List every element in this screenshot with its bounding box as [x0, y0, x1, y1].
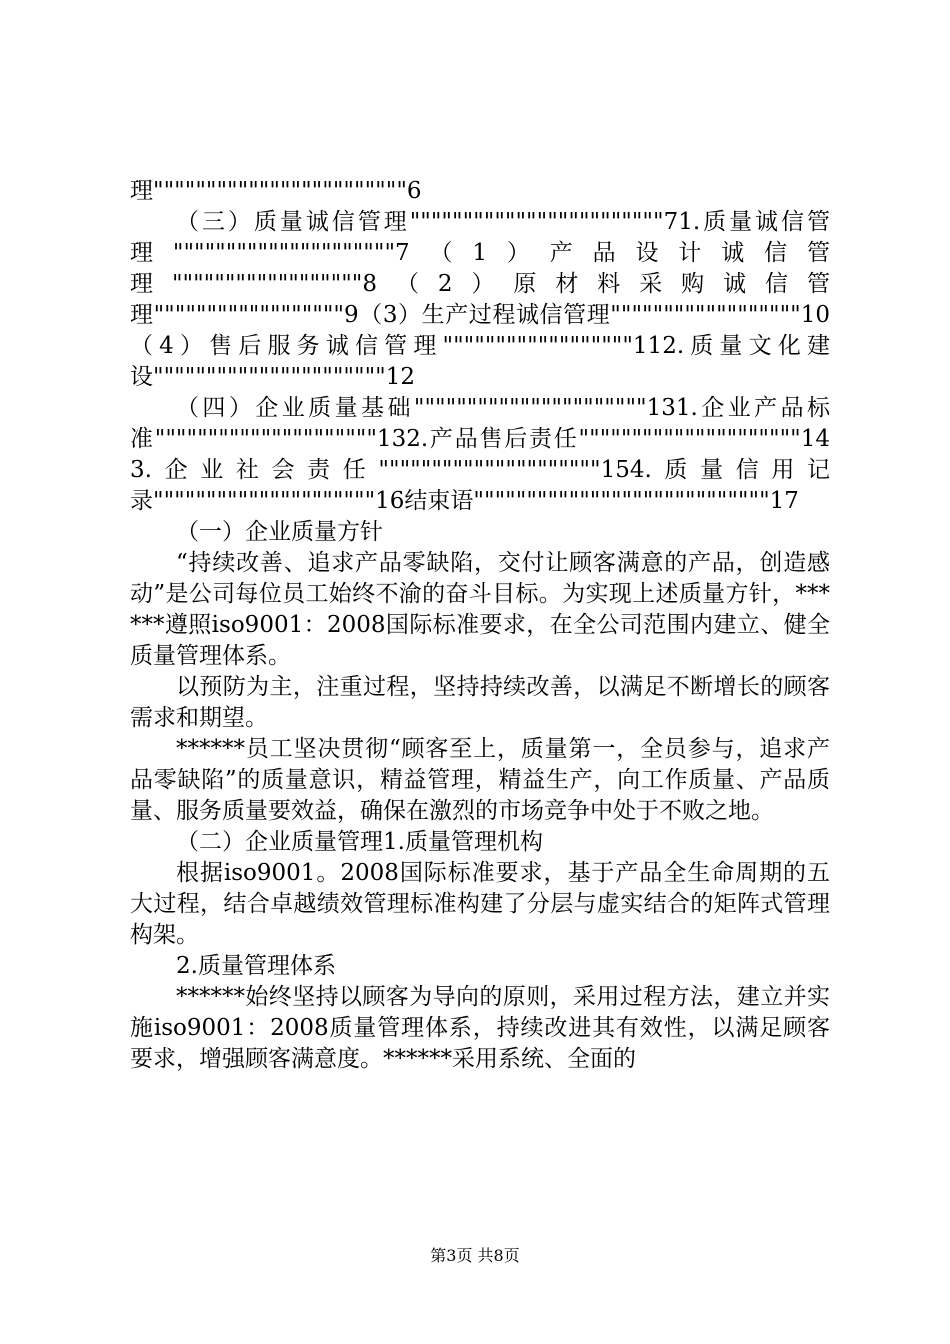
subsection-heading: 2.质量管理体系: [176, 953, 336, 979]
paragraph: 根据iso9001。2008国际标准要求，基于产品全生命周期的五大过程，结合卓越绩效管理标准构建了分层与虚实结合的矩阵式管理构架。: [130, 860, 830, 948]
toc-entry: 理""""""""""""""""""""""""6: [130, 178, 422, 204]
paragraph: 以预防为主，注重过程，坚持持续改善，以满足不断增长的顾客需求和期望。: [130, 674, 830, 731]
section-heading: （一）企业质量方针: [176, 519, 383, 545]
section-heading: （二）企业质量管理1.质量管理机构: [176, 829, 543, 855]
paragraph: ******始终坚持以顾客为导向的原则，采用过程方法，建立并实施iso9001：2008质量管理体系，持续改进其有效性，以满足顾客要求，增强顾客满意度。******采用系统、全面的: [130, 984, 830, 1072]
document-body: [130, 176, 830, 1075]
toc-entry: （四）企业质量基础""""""""""""""""""""""131.企业产品标准"""""""""""""""""""""132.产品售后责任"""""""""""""""""""""143.企业社会责任"""""""""""""""""""""154.质量信用记录"""""""""""""""""""""16结束语""""""""""""""""""""""""""""17: [130, 395, 830, 514]
paragraph: “持续改善、追求产品零缺陷，交付让顾客满意的产品，创造感动”是公司每位员工始终不渝的奋斗目标。为实现上述质量方针，******遵照iso9001：2008国际标准要求，在全公司范围内建立、健全质量管理体系。: [130, 550, 830, 669]
toc-entry: （三）质量诚信管理""""""""""""""""""""""""71.质量诚信管理"""""""""""""""""""""7（1）产品设计诚信管理""""""""""""""""""8（2）原材料采购诚信管理""""""""""""""""""9（3）生产过程诚信管理""""""""""""""""""10（4）售后服务诚信管理""""""""""""""""""112.质量文化建设""""""""""""""""""""""12: [130, 209, 830, 390]
paragraph: ******员工坚决贯彻“顾客至上，质量第一，全员参与，追求产品零缺陷”的质量意识，精益管理，精益生产，向工作质量、产品质量、服务质量要效益，确保在激烈的市场竞争中处于不败之地。: [130, 736, 830, 824]
page-footer: 第3页 共8页: [430, 1246, 520, 1265]
